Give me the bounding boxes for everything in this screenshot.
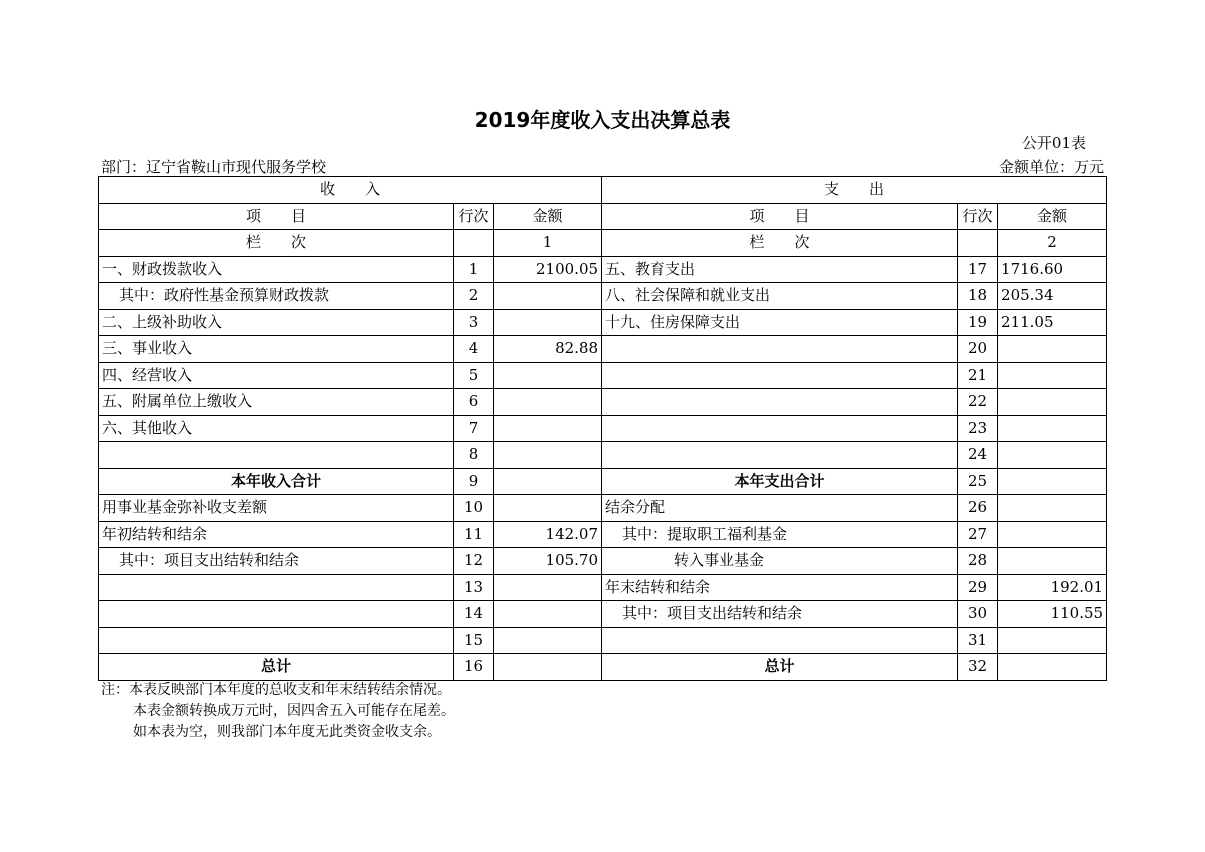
expense-amount: [998, 654, 1107, 681]
table-row: [99, 389, 1107, 416]
footnote-line: 如本表为空，则我部门本年度无此类资金收支余。: [133, 724, 441, 740]
income-line-no: 15: [454, 627, 494, 654]
income-line-no: 6: [454, 389, 494, 416]
income-amount-header: 金额: [494, 203, 602, 230]
expense-line-no: 25: [958, 468, 998, 495]
expense-line-no: 27: [958, 521, 998, 548]
expense-amount: 192.01: [998, 574, 1107, 601]
expense-amount: [998, 415, 1107, 442]
expense-item: [602, 442, 958, 469]
income-line-no: 14: [454, 601, 494, 628]
amount-unit-label: 金额单位：万元: [998, 158, 1104, 176]
expense-line-no-header: 行次: [958, 203, 998, 230]
table-column-index-row: [99, 230, 1107, 257]
expense-amount: [998, 627, 1107, 654]
income-section-header: 收 入: [99, 177, 602, 204]
expense-line-no: 23: [958, 415, 998, 442]
income-line-no: 5: [454, 362, 494, 389]
income-item: 用事业基金弥补收支差额: [99, 495, 454, 522]
table-row: [99, 521, 1107, 548]
income-line-no: 13: [454, 574, 494, 601]
income-amount: 2100.05: [494, 256, 602, 283]
expense-line-no: 30: [958, 601, 998, 628]
table-row: [99, 336, 1107, 363]
expense-item: 结余分配: [602, 495, 958, 522]
total-row: [99, 654, 1107, 681]
table-section-header-row: [99, 177, 1107, 204]
income-amount: [494, 654, 602, 681]
expense-item: 其中：提取职工福利基金: [602, 521, 958, 548]
expense-item: 八、社会保障和就业支出: [602, 283, 958, 310]
income-line-no: 9: [454, 468, 494, 495]
expense-item: 年末结转和结余: [602, 574, 958, 601]
expense-line-no: 24: [958, 442, 998, 469]
table-row: [99, 362, 1107, 389]
expense-amount: [998, 495, 1107, 522]
expense-amount: [998, 362, 1107, 389]
income-amount: [494, 468, 602, 495]
income-item: 年初结转和结余: [99, 521, 454, 548]
income-item: 五、附属单位上缴收入: [99, 389, 454, 416]
expense-line-no: 28: [958, 548, 998, 575]
table-column-header-row: [99, 203, 1107, 230]
footnote-line: 注：本表反映部门本年度的总收支和年末结转结余情况。: [101, 682, 451, 698]
expense-column-no-blank: [958, 230, 998, 257]
table-row: [99, 574, 1107, 601]
income-line-no: 8: [454, 442, 494, 469]
income-column-label: 栏 次: [99, 230, 454, 257]
income-item: 二、上级补助收入: [99, 309, 454, 336]
income-item: 四、经营收入: [99, 362, 454, 389]
expense-item: 其中：项目支出结转和结余: [602, 601, 958, 628]
expense-amount: [998, 442, 1107, 469]
expense-item: [602, 389, 958, 416]
expense-column-index: 2: [998, 230, 1107, 257]
table-row: [99, 256, 1107, 283]
income-line-no: 12: [454, 548, 494, 575]
income-item-header: 项 目: [99, 203, 454, 230]
expense-item-header: 项 目: [602, 203, 958, 230]
report-title: 2019年度收入支出决算总表: [474, 108, 731, 132]
expense-line-no: 18: [958, 283, 998, 310]
income-item: 其中：项目支出结转和结余: [99, 548, 454, 575]
footnote-line: 本表金额转换成万元时，因四舍五入可能存在尾差。: [133, 703, 455, 719]
table-row: [99, 627, 1107, 654]
income-expense-table: [98, 176, 1107, 681]
subtotal-row: [99, 468, 1107, 495]
income-line-no: 10: [454, 495, 494, 522]
table-row: [99, 283, 1107, 310]
table-row: [99, 495, 1107, 522]
income-item: 其中：政府性基金预算财政拨款: [99, 283, 454, 310]
income-amount: [494, 442, 602, 469]
income-line-no: 7: [454, 415, 494, 442]
expense-line-no: 20: [958, 336, 998, 363]
expense-amount: [998, 336, 1107, 363]
expense-amount: 205.34: [998, 283, 1107, 310]
income-amount: [494, 495, 602, 522]
income-item: 六、其他收入: [99, 415, 454, 442]
expense-amount: 211.05: [998, 309, 1107, 336]
income-total-label: 总计: [99, 654, 454, 681]
income-amount: 105.70: [494, 548, 602, 575]
table-row: [99, 442, 1107, 469]
income-amount: [494, 415, 602, 442]
expense-line-no: 19: [958, 309, 998, 336]
expense-item: 五、教育支出: [602, 256, 958, 283]
form-number: 公开01表: [1021, 134, 1086, 152]
income-item: 一、财政拨款收入: [99, 256, 454, 283]
income-item: [99, 574, 454, 601]
income-line-no: 3: [454, 309, 494, 336]
income-line-no: 4: [454, 336, 494, 363]
income-amount: [494, 362, 602, 389]
income-subtotal-label: 本年收入合计: [99, 468, 454, 495]
expense-item: [602, 336, 958, 363]
income-amount: [494, 309, 602, 336]
income-item: 三、事业收入: [99, 336, 454, 363]
expense-amount: 110.55: [998, 601, 1107, 628]
expense-line-no: 17: [958, 256, 998, 283]
expense-column-label: 栏 次: [602, 230, 958, 257]
income-amount: [494, 283, 602, 310]
expense-amount: 1716.60: [998, 256, 1107, 283]
income-line-no: 11: [454, 521, 494, 548]
expense-amount: [998, 468, 1107, 495]
income-column-index: 1: [494, 230, 602, 257]
footnotes: [101, 680, 455, 743]
expense-line-no: 26: [958, 495, 998, 522]
income-amount: 142.07: [494, 521, 602, 548]
expense-item: 转入事业基金: [602, 548, 958, 575]
expense-line-no: 29: [958, 574, 998, 601]
expense-item: [602, 362, 958, 389]
expense-subtotal-label: 本年支出合计: [602, 468, 958, 495]
expense-line-no: 21: [958, 362, 998, 389]
expense-item: [602, 415, 958, 442]
income-line-no: 1: [454, 256, 494, 283]
income-line-no: 2: [454, 283, 494, 310]
expense-line-no: 32: [958, 654, 998, 681]
income-line-no-header: 行次: [454, 203, 494, 230]
table-row: [99, 601, 1107, 628]
income-amount: [494, 389, 602, 416]
expense-amount: [998, 389, 1107, 416]
table-row: [99, 548, 1107, 575]
expense-total-label: 总计: [602, 654, 958, 681]
expense-amount: [998, 548, 1107, 575]
table-row: [99, 309, 1107, 336]
income-item: [99, 601, 454, 628]
income-line-no: 16: [454, 654, 494, 681]
income-item: [99, 442, 454, 469]
income-column-no-blank: [454, 230, 494, 257]
income-item: [99, 627, 454, 654]
expense-item: [602, 627, 958, 654]
income-amount: [494, 574, 602, 601]
expense-item: 十九、住房保障支出: [602, 309, 958, 336]
expense-amount: [998, 521, 1107, 548]
department-label: 部门：辽宁省鞍山市现代服务学校: [101, 158, 327, 176]
income-amount: [494, 627, 602, 654]
expense-line-no: 31: [958, 627, 998, 654]
income-amount: 82.88: [494, 336, 602, 363]
expense-amount-header: 金额: [998, 203, 1107, 230]
expense-section-header: 支 出: [602, 177, 1107, 204]
expense-line-no: 22: [958, 389, 998, 416]
income-amount: [494, 601, 602, 628]
table-row: [99, 415, 1107, 442]
